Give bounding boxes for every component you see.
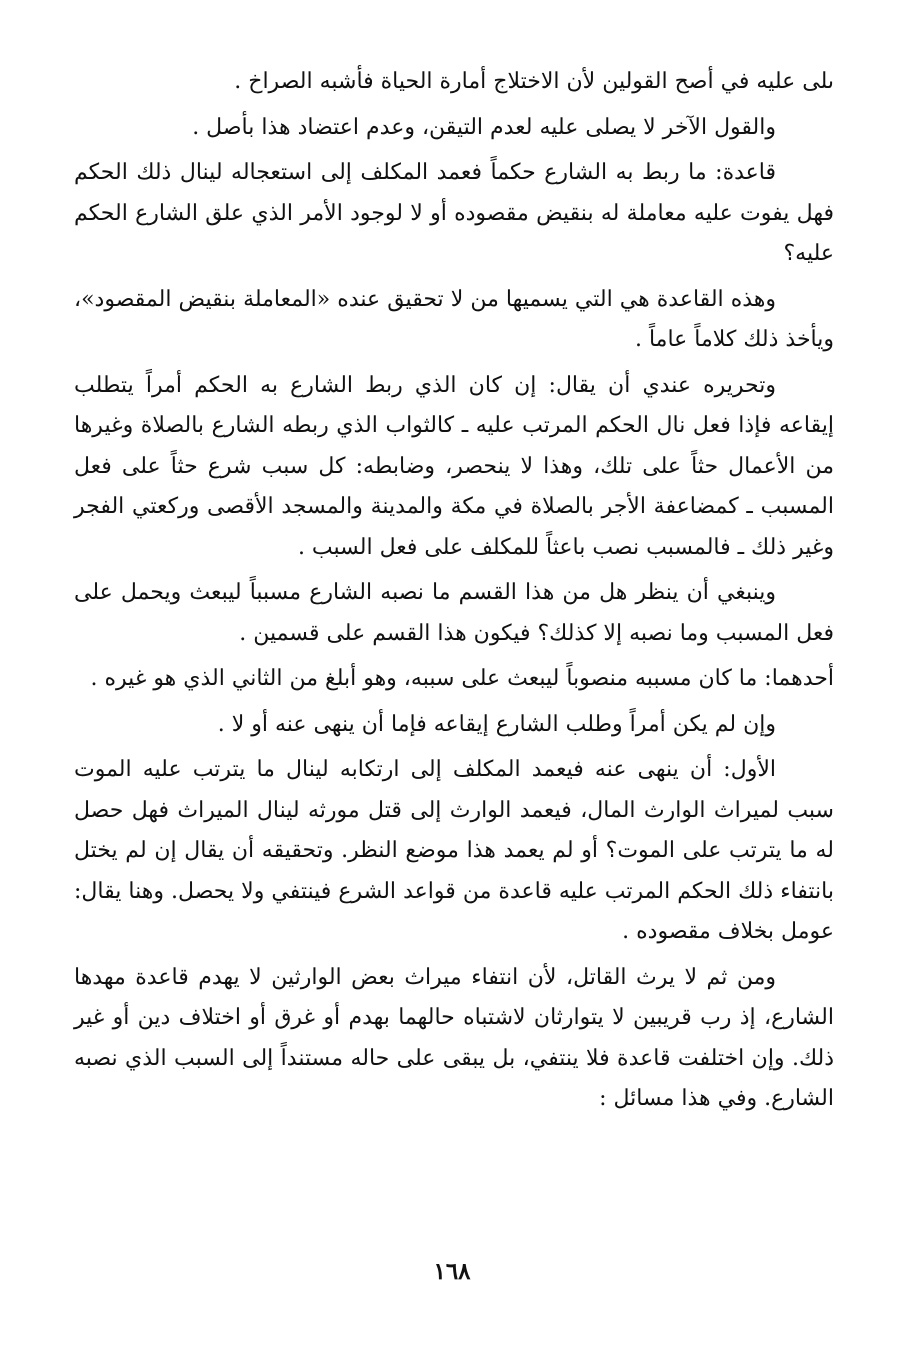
- page-body: [74, 62, 834, 1120]
- paragraph: قاعدة: ما ربط به الشارع حكماً فعمد المكلف إلى استعجاله لينال ذلك الحكم فهل يفوت عليه معاملة له بنقيض مقصوده أو لا لوجود الأمر الذي علق الشارع الحكم عليه؟: [74, 160, 834, 266]
- paragraph: وهذه القاعدة هي التي يسميها من لا تحقيق عنده «المعاملة بنقيض المقصود»، ويأخذ ذلك كلاماً عاماً .: [74, 286, 834, 352]
- paragraph: ومن ثم لا يرث القاتل، لأن انتفاء ميراث بعض الوارثين لا يهدم قاعدة مهدها الشارع، إذ رب قريبين لا يتوارثان لاشتباه حالهما بهدم أو غرق أو اختلاف دين أو غير ذلك. وإن اختلفت قاعدة فلا ينتفي، بل يبقى على حاله مستنداً إلى السبب الذي نصبه الشارع. وفي هذا مسائل :: [74, 964, 834, 1111]
- paragraph: وتحريره عندي أن يقال: إن كان الذي ربط الشارع به الحكم أمراً يتطلب إيقاعه فإذا فعل نال الحكم المرتب عليه ـ كالثواب الذي ربطه الشارع بالصلاة وغيرها من الأعمال حثاً على تلك، وهذا لا ينحصر، وضابطه: كل سبب شرع حثاً على فعل المسبب ـ كمضاعفة الأجر بالصلاة في مكة والمدينة والمسجد الأقصى وركعتي الفجر وغير ذلك ـ فالمسبب نصب باعثاً للمكلف على فعل السبب .: [74, 372, 834, 560]
- paragraph: وإن لم يكن أمراً وطلب الشارع إيقاعه فإما أن ينهى عنه أو لا .: [217, 711, 776, 737]
- page-number: ١٦٨: [433, 1258, 471, 1285]
- paragraph: ىلى عليه في أصح القولين لأن الاختلاج أمارة الحياة فأشبه الصراخ .: [234, 69, 834, 94]
- paragraph: وينبغي أن ينظر هل من هذا القسم ما نصبه الشارع مسبباً ليبعث ويحمل على فعل المسبب وما نصبه إلا كذلك؟ فيكون هذا القسم على قسمين .: [74, 580, 834, 646]
- paragraph: أحدهما: ما كان مسببه منصوباً ليبعث على سببه، وهو أبلغ من الثاني الذي هو غيره .: [90, 666, 834, 691]
- paragraph: الأول: أن ينهى عنه فيعمد المكلف إلى ارتكابه لينال ما يترتب عليه الموت سبب لميراث الوارث المال، فيعمد الوارث إلى قتل مورثه لينال الميراث فهل حصل له ما يترتب على الموت؟ أو لم يعمد هذا موضع النظر. وتحقيقه أن يقال إن لم يختل بانتفاء ذلك الحكم المرتب عليه قاعدة من قواعد الشرع فينتفي ولا يحصل. وهنا يقال: عومل بخلاف مقصوده .: [74, 757, 834, 944]
- paragraph: والقول الآخر لا يصلى عليه لعدم التيقن، وعدم اعتضاد هذا بأصل .: [192, 114, 776, 140]
